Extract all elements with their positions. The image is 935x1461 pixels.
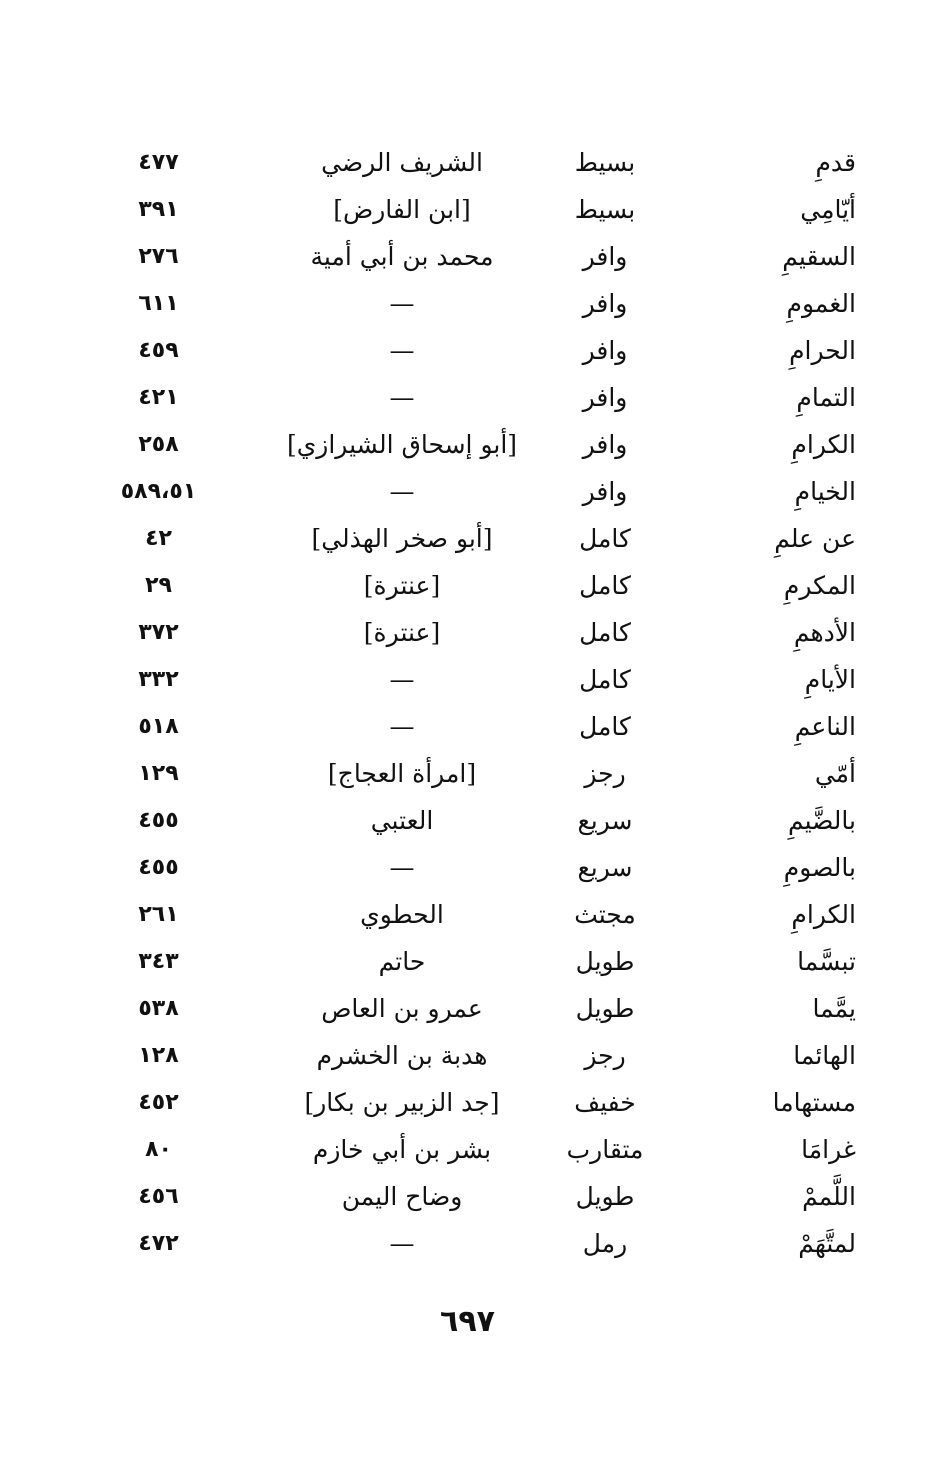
rhyme-cell: بالصومِ [783, 853, 856, 882]
meter-cell: رجز [584, 1041, 626, 1070]
page-ref-cell: ٤٥٩ [138, 338, 179, 363]
rhyme-cell: أيّامِي [800, 195, 856, 224]
rhyme-cell: غرامَا [801, 1135, 856, 1164]
poet-cell: — [389, 289, 415, 318]
page-ref-cell: ١٢٨ [138, 1043, 179, 1068]
table-row [96, 280, 866, 327]
rhyme-cell: اللَّممْ [802, 1182, 856, 1211]
poet-cell: — [389, 665, 415, 694]
table-row [96, 1079, 866, 1126]
page-ref-cell: ٤٢ [145, 526, 172, 551]
table-row [96, 938, 866, 985]
rhyme-cell: قدمِ [815, 148, 856, 177]
meter-cell: كامل [579, 524, 631, 553]
meter-cell: مجتث [574, 900, 636, 929]
page-ref-cell: ٤٥٢ [138, 1090, 179, 1115]
table-row [96, 327, 866, 374]
rhyme-cell: الكرامِ [791, 430, 856, 459]
page-ref-cell: ٢٥٨ [138, 432, 179, 457]
poet-cell: الشريف الرضي [321, 148, 483, 177]
rhyme-cell: الغمومِ [786, 289, 856, 318]
rhyme-cell: التمامِ [796, 383, 856, 412]
page-ref-cell: ٥١٨ [138, 714, 179, 739]
page-ref-cell: ٤٧٧ [138, 150, 179, 175]
poet-cell: الحطوي [360, 900, 444, 929]
page-ref-cell: ٣٩١ [138, 197, 179, 222]
poet-cell: — [389, 477, 415, 506]
rhyme-cell: الهائما [793, 1041, 856, 1070]
meter-cell: متقارب [566, 1135, 644, 1164]
rhyme-cell: مستهاما [772, 1088, 856, 1117]
poet-cell: حاتم [378, 947, 426, 976]
table-row [96, 1173, 866, 1220]
page-ref-cell: ٣٣٢ [138, 667, 179, 692]
meter-cell: بسيط [574, 195, 636, 224]
page-ref-cell: ٦١١ [138, 291, 179, 316]
meter-cell: طويل [575, 947, 635, 976]
rhyme-cell: الخيامِ [794, 477, 856, 506]
meter-cell: وافر [582, 289, 628, 318]
page-number: ٦٩٧ [440, 1304, 495, 1339]
page-ref-cell: ٢٦١ [138, 902, 179, 927]
meter-cell: وافر [582, 430, 628, 459]
rhyme-cell: الحرامِ [789, 336, 856, 365]
meter-cell: وافر [582, 336, 628, 365]
table-row [96, 374, 866, 421]
poet-cell: هدبة بن الخشرم [316, 1041, 488, 1070]
meter-cell: طويل [575, 1182, 635, 1211]
page-ref-cell: ١٢٩ [138, 761, 179, 786]
meter-cell: كامل [579, 571, 631, 600]
rhyme-cell: تبسَّما [797, 947, 856, 976]
rhyme-cell: بالضَّيمِ [787, 806, 856, 835]
poet-cell: [عنترة] [363, 618, 441, 647]
meter-cell: خفيف [574, 1088, 636, 1117]
table-row [96, 797, 866, 844]
poet-cell: — [389, 712, 415, 741]
table-row [96, 1032, 866, 1079]
page-ref-cell: ٣٤٣ [138, 949, 179, 974]
table-row [96, 656, 866, 703]
table-row [96, 562, 866, 609]
table-row [96, 844, 866, 891]
rhyme-cell: يمَّما [812, 994, 856, 1023]
page-ref-cell: ٤٧٢ [138, 1231, 179, 1256]
rhyme-cell: لمتَّهَمْ [798, 1229, 856, 1258]
meter-cell: كامل [579, 618, 631, 647]
poet-cell: [ابن الفارض] [333, 195, 471, 224]
poet-cell: — [389, 853, 415, 882]
table-row [96, 421, 866, 468]
meter-cell: رمل [582, 1229, 628, 1258]
rhyme-cell: أمّي [814, 759, 856, 788]
poet-cell: عمرو بن العاص [321, 994, 483, 1023]
poet-cell: [أبو صخر الهذلي] [311, 524, 493, 553]
meter-cell: سريع [577, 806, 633, 835]
table-row [96, 468, 866, 515]
page-ref-cell: ٤٥٦ [138, 1184, 179, 1209]
poet-cell: [جد الزبير بن بكار] [304, 1088, 500, 1117]
meter-cell: وافر [582, 383, 628, 412]
table-row [96, 750, 866, 797]
table-row [96, 233, 866, 280]
table-row [96, 515, 866, 562]
poet-cell: — [389, 383, 415, 412]
rhyme-cell: السقيمِ [782, 242, 856, 271]
poet-cell: — [389, 336, 415, 365]
page-ref-cell: ٤٥٥ [138, 855, 179, 880]
poet-cell: [أبو إسحاق الشيرازي] [286, 430, 518, 459]
page-ref-cell: ٣٧٢ [138, 620, 179, 645]
meter-cell: وافر [582, 477, 628, 506]
meter-cell: سريع [577, 853, 633, 882]
page-ref-cell: ٢٩ [145, 573, 172, 598]
poet-cell: [امرأة العجاج] [327, 759, 477, 788]
meter-cell: كامل [579, 712, 631, 741]
meter-cell: كامل [579, 665, 631, 694]
poet-cell: العتبي [370, 806, 434, 835]
page-ref-cell: ٤٢١ [138, 385, 179, 410]
rhyme-cell: الكرامِ [791, 900, 856, 929]
meter-cell: رجز [584, 759, 626, 788]
page-ref-cell: ٤٥٥ [138, 808, 179, 833]
meter-cell: طويل [575, 994, 635, 1023]
page-ref-cell: ٨٠ [145, 1137, 172, 1162]
table-row [96, 891, 866, 938]
table-row [96, 1220, 866, 1267]
table-row [96, 186, 866, 233]
meter-cell: وافر [582, 242, 628, 271]
poet-cell: [عنترة] [363, 571, 441, 600]
poet-cell: — [389, 1229, 415, 1258]
table-row [96, 703, 866, 750]
rhyme-cell: الأيامِ [804, 665, 856, 694]
table-row [96, 985, 866, 1032]
rhyme-cell: عن علمِ [774, 524, 856, 553]
poet-cell: وضاح اليمن [341, 1182, 463, 1211]
rhyme-cell: المكرمِ [783, 571, 856, 600]
table-row [96, 1126, 866, 1173]
poet-cell: بشر بن أبي خازم [312, 1135, 492, 1164]
poet-cell: محمد بن أبي أمية [310, 242, 494, 271]
rhyme-index-table [96, 139, 866, 1267]
page-ref-cell: ٥٣٨ [138, 996, 179, 1021]
page-ref-cell: ٢٧٦ [138, 244, 179, 269]
rhyme-cell: الناعمِ [794, 712, 856, 741]
rhyme-cell: الأدهمِ [793, 618, 856, 647]
meter-cell: بسيط [574, 148, 636, 177]
page-ref-cell: ٥٨٩،٥١ [120, 479, 197, 504]
table-row [96, 609, 866, 656]
table-row [96, 139, 866, 186]
